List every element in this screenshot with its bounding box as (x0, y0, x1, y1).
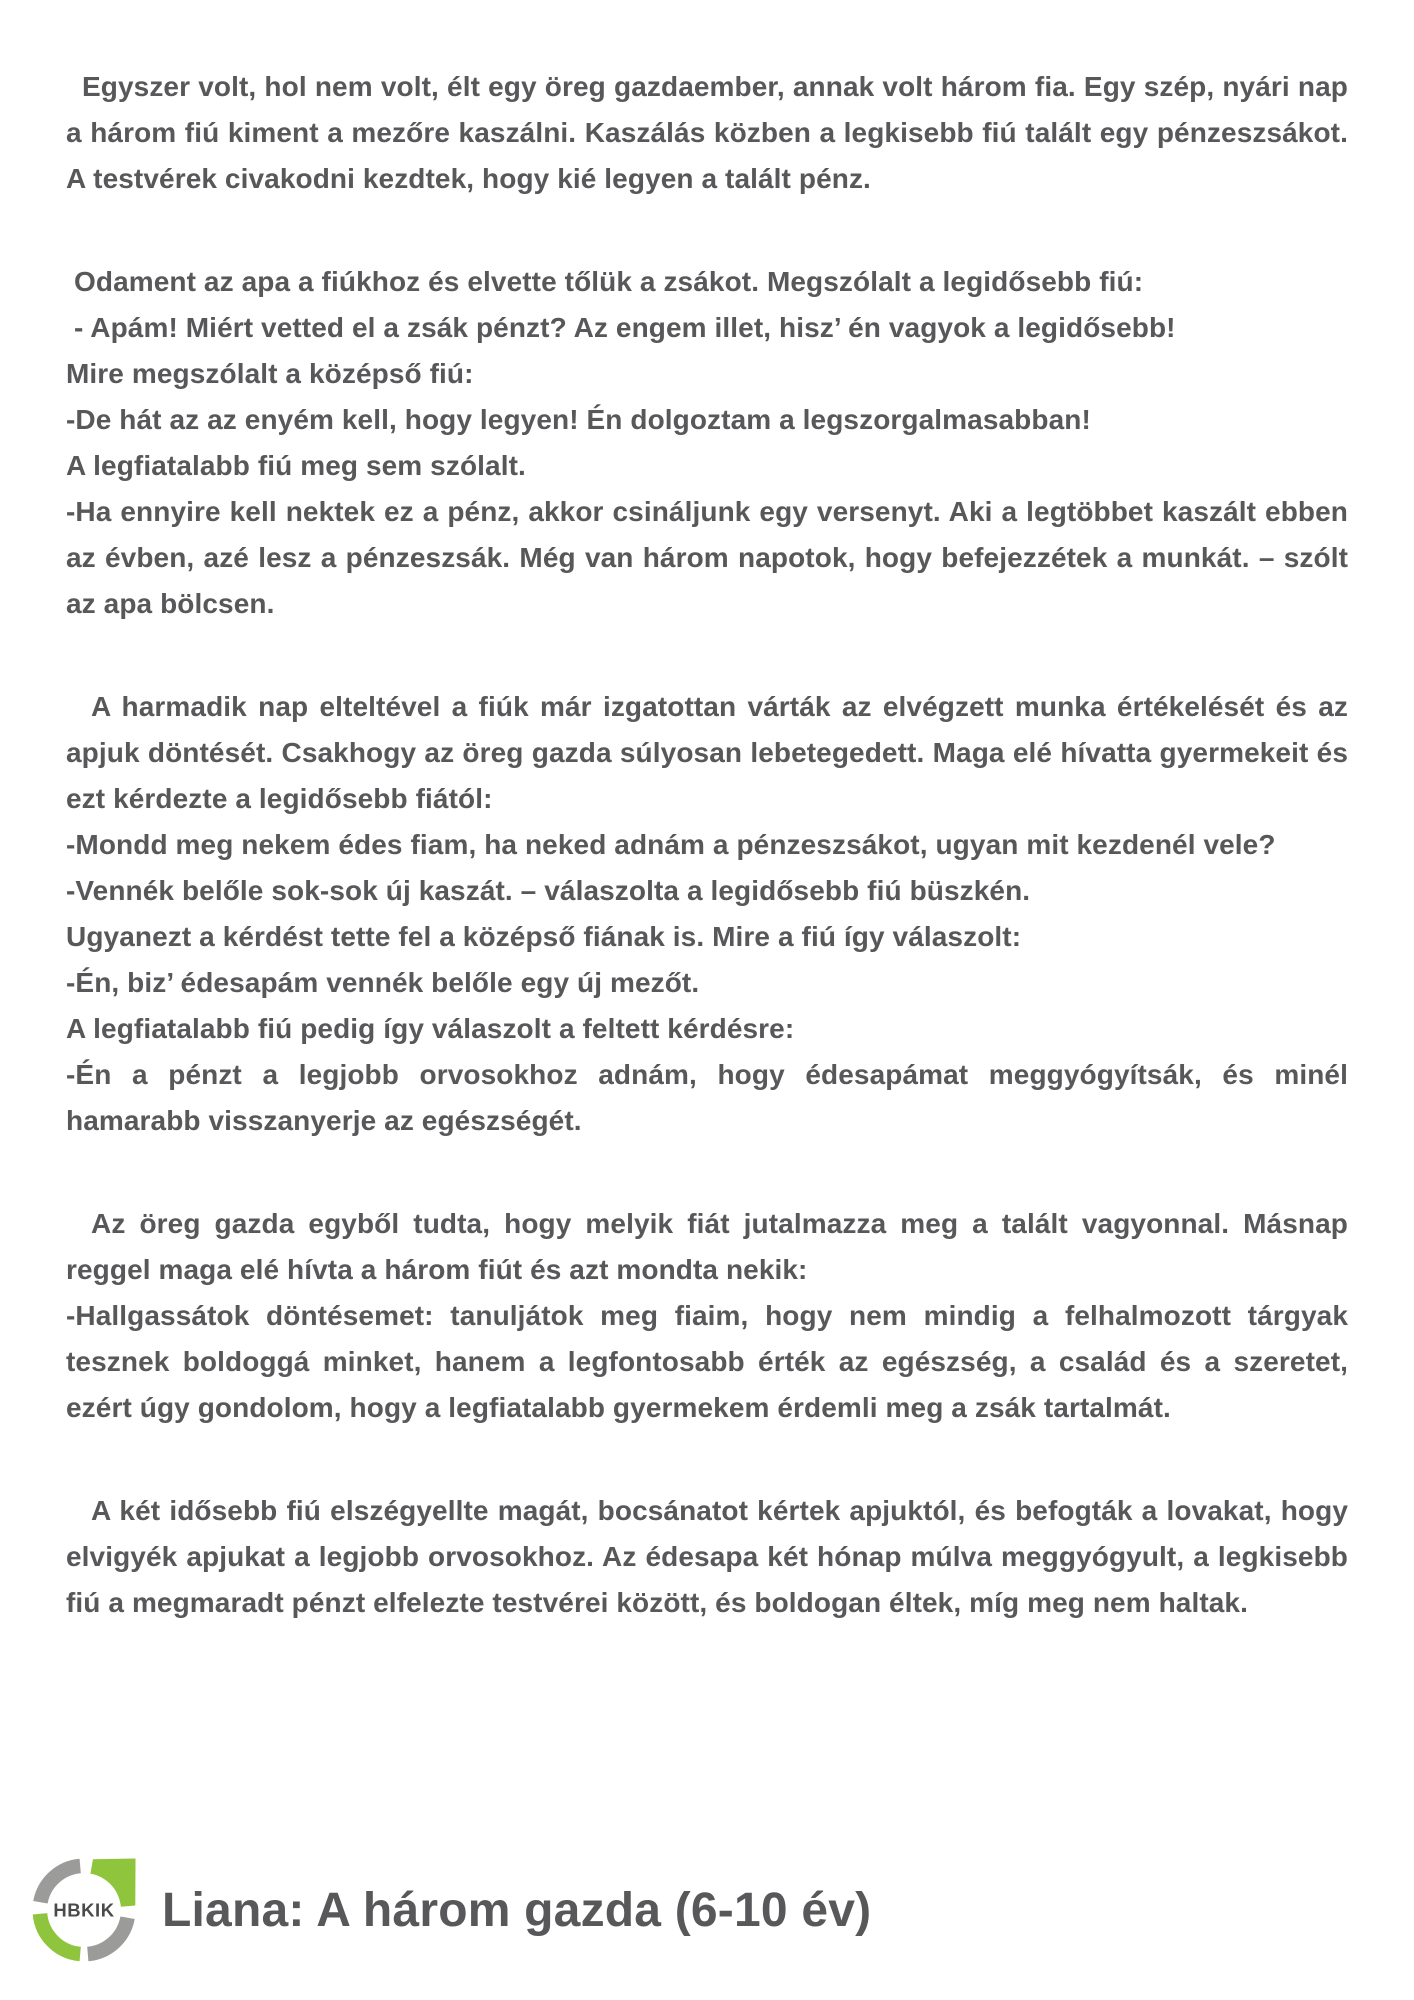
story-paragraph: -Vennék belőle sok-sok új kaszát. – válaszolta a legidősebb fiú büszkén. (66, 875, 1031, 906)
story (66, 64, 1348, 1626)
logo-arc-bottom-right (88, 1918, 128, 1954)
logo-arc-top-left (40, 1866, 80, 1902)
story-paragraph: A két idősebb fiú elszégyellte magát, bocsánatot kértek apjuktól, és befogták a lovakat, hogy elvigyék apjukat a legjobb orvosokhoz. Az édesapa két hónap múlva meggyógyult, a legkisebb fiú a megmaradt pénzt elfelezte testvérei között, és boldogan éltek, míg meg nem haltak. (66, 1495, 1348, 1618)
story-paragraph: Ugyanezt a kérdést tette fel a középső fiának is. Mire a fiú így válaszolt: (66, 921, 1022, 952)
story-paragraph: - Apám! Miért vetted el a zsák pénzt? Az engem illet, hisz’ én vagyok a legidősebb! (74, 312, 1176, 343)
hbkik-logo (28, 1854, 140, 1966)
story-paragraph: A harmadik nap elteltével a fiúk már izgatottan várták az elvégzett munka értékelését és az apjuk döntését. Csakhogy az öreg gazda súlyosan lebetegedett. Maga elé hívatta gyermekeit és ezt kérdezte a legidősebb fiától: (66, 691, 1348, 814)
story-paragraph: A legfiatalabb fiú pedig így válaszolt a feltett kérdésre: (66, 1013, 795, 1044)
story-paragraph: -De hát az az enyém kell, hogy legyen! Én dolgoztam a legszorgalmasabban! (66, 404, 1091, 435)
story-paragraph: -Hallgassátok döntésemet: tanuljátok meg fiaim, hogy nem mindig a felhalmozott tárgyak tesznek boldoggá minket, hanem a legfontosabb érték az egészség, a család és a szeretet, ezért úgy gondolom, hogy a legfiatalabb gyermekem érdemli meg a zsák tartalmát. (66, 1300, 1348, 1423)
story-paragraph: Az öreg gazda egyből tudta, hogy melyik fiát jutalmazza meg a talált vagyonnal. Másnap reggel maga elé hívta a három fiút és azt mondta nekik: (66, 1208, 1348, 1285)
story-paragraph: Odament az apa a fiúkhoz és elvette tőlük a zsákot. Megszólalt a legidősebb fiú: (74, 266, 1144, 297)
footer (28, 1854, 871, 1966)
story-paragraph: Egyszer volt, hol nem volt, élt egy öreg gazdaember, annak volt három fia. Egy szép, nyári nap a három fiú kiment a mezőre kaszálni. Kaszálás közben a legkisebb fiú talált egy pénzeszsákot. A testvérek civakodni kezdtek, hogy kié legyen a talált pénz. (66, 71, 1348, 194)
story-paragraph: -Én, biz’ édesapám vennék belőle egy új mezőt. (66, 967, 700, 998)
story-paragraph: A legfiatalabb fiú meg sem szólalt. (66, 450, 526, 481)
story-paragraph: -Mondd meg nekem édes fiam, ha neked adnám a pénzeszsákot, ugyan mit kezdenél vele? (66, 829, 1276, 860)
story-paragraph: -Én a pénzt a legjobb orvosokhoz adnám, hogy édesapámat meggyógyítsák, és minél hamarabb visszanyerje az egészségét. (66, 1059, 1348, 1136)
logo-text: HBKIK (53, 1899, 115, 1921)
page-title: Liana: A három gazda (6-10 év) (162, 1883, 872, 1937)
story-paragraph: -Ha ennyire kell nektek ez a pénz, akkor csináljunk egy versenyt. Aki a legtöbbet kaszált ebben az évben, azé lesz a pénzeszsák. Még van három napotok, hogy befejezzétek a munkát. – szólt az apa bölcsen. (66, 496, 1348, 619)
story-paragraph: Mire megszólalt a középső fiú: (66, 358, 474, 389)
